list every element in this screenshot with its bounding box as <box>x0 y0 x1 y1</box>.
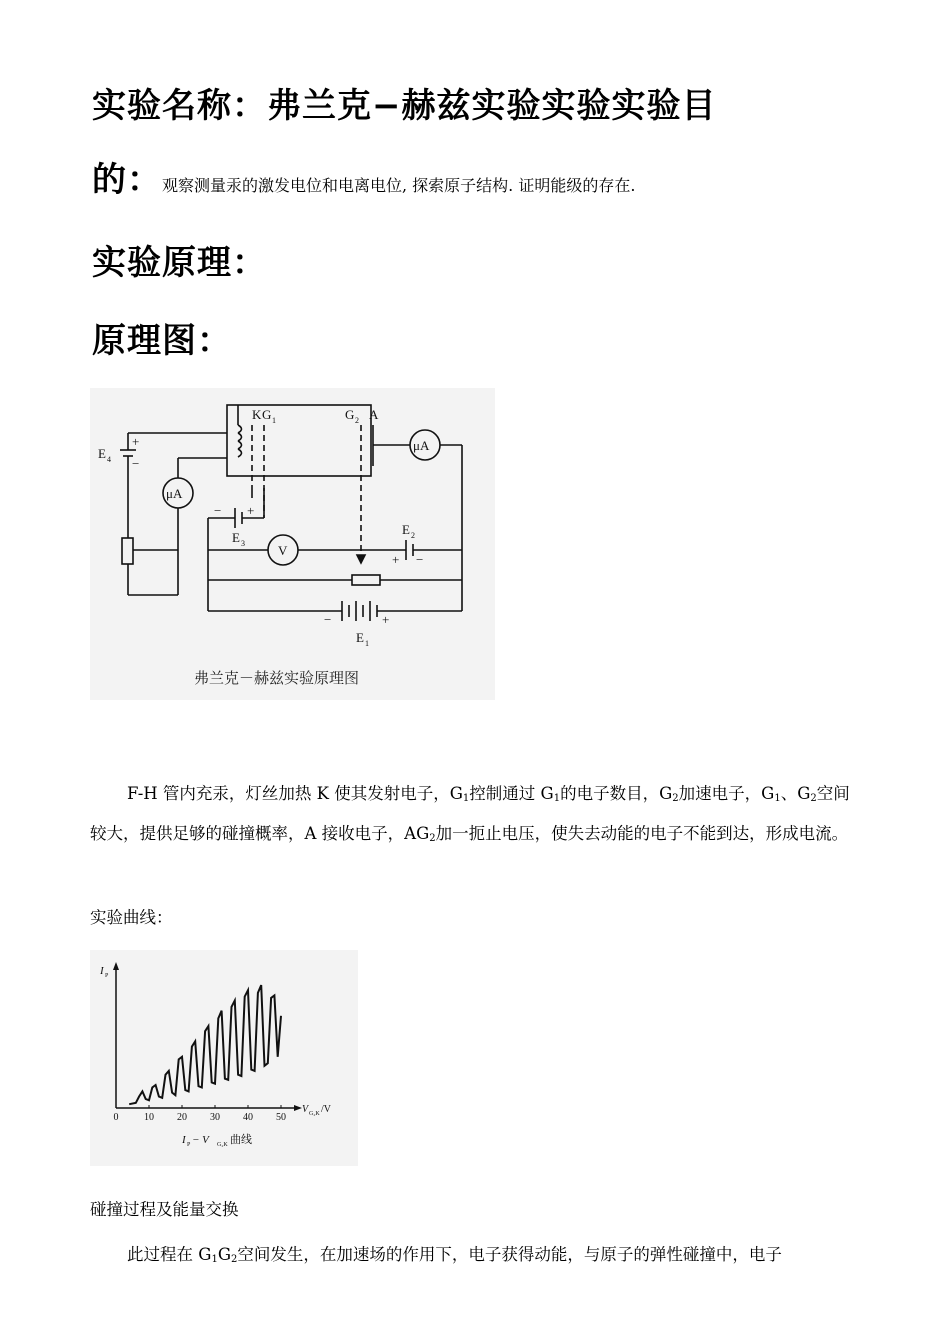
para1-sub-2: 1 <box>553 793 561 804</box>
para1-text-4: 加速电子，G <box>678 784 775 803</box>
para1-sub-6: 2 <box>429 833 436 844</box>
label-g1-sub: 1 <box>272 416 276 425</box>
para1-text-7: 加一扼止电压，使失去动能的电子不能到达，形成电流。 <box>435 824 849 843</box>
collision-label: 碰撞过程及能量交换 <box>90 1200 239 1219</box>
label-e4-sub: 4 <box>107 455 111 464</box>
x-tick-label: 0 <box>113 1112 119 1123</box>
x-tick-label: 10 <box>144 1112 154 1123</box>
label-e4-minus: − <box>132 456 140 471</box>
para1-sub-1: 1 <box>462 793 470 804</box>
x-tick-label: 20 <box>177 1112 187 1123</box>
label-ua-anode: μA <box>413 438 430 453</box>
para2-sub-1: 1 <box>211 1254 218 1265</box>
label-e4: E <box>98 446 106 461</box>
fh-curve-figure <box>90 950 358 1166</box>
label-e1: E <box>356 630 364 645</box>
y-axis-label: I <box>100 965 104 977</box>
label-g2: G <box>345 407 355 422</box>
purpose-text: 观察测量汞的激发电位和电离电位, 探索原子结构. 证明能级的存在. <box>162 176 636 195</box>
title-suffix: 实验实验目 <box>541 86 717 126</box>
circuit-diagram-figure <box>90 388 495 700</box>
label-a: A <box>369 407 379 422</box>
circuit-diagram <box>90 388 495 700</box>
x-axis-label: V <box>302 1104 309 1115</box>
x-axis-arrow <box>294 1105 302 1111</box>
label-ua-left: μA <box>166 486 183 501</box>
potentiometer <box>352 575 380 585</box>
curve-caption-end: 曲线 <box>230 1133 252 1146</box>
label-k: K <box>252 407 262 422</box>
title-prefix: 实验名称： <box>92 86 267 126</box>
curve-caption-mid: − V <box>192 1134 209 1146</box>
rheostat <box>122 538 133 564</box>
curve-caption-i-sub: P <box>187 1142 191 1148</box>
label-e3: E <box>232 530 240 545</box>
x-tick-label: 50 <box>276 1112 286 1123</box>
y-axis-arrow <box>113 962 119 970</box>
para1-sub-5: 2 <box>810 793 817 804</box>
title-name: 弗兰克−赫兹实验 <box>267 86 542 126</box>
circuit-caption: 弗兰克－赫兹实验原理图 <box>194 669 360 687</box>
label-e2: E <box>402 522 410 537</box>
curve-caption-i: I <box>182 1134 186 1146</box>
para1-sub-3: 2 <box>672 793 679 804</box>
label-e3-plus: + <box>247 503 255 518</box>
experiment-title <box>92 78 717 127</box>
label-e1-plus: + <box>382 612 390 627</box>
para1-text-1: F-H 管内充汞，灯丝加热 K 使其发射电子，G <box>127 784 463 803</box>
label-g2-sub: 2 <box>355 416 359 425</box>
paragraph-principle <box>90 776 860 856</box>
curve-label: 实验曲线： <box>90 908 173 927</box>
label-e3-sub: 3 <box>241 539 245 548</box>
principle-heading: 实验原理： <box>92 243 267 283</box>
para1-text-6: 空间较大，提供足够的碰撞概率，A 接收电子，AG <box>90 784 850 843</box>
para2-text-1: 此过程在 G <box>127 1245 212 1264</box>
label-e2-sub: 2 <box>411 531 415 540</box>
x-tick-label: 40 <box>243 1112 253 1123</box>
label-e2-plus: + <box>392 552 400 567</box>
diagram-heading: 原理图： <box>92 321 232 361</box>
x-tick-label: 30 <box>210 1112 220 1123</box>
para1-text-2: 控制通过 G <box>469 784 554 803</box>
para1-text-3: 的电子数目，G <box>560 784 673 803</box>
y-axis-label-sub: P <box>105 973 109 979</box>
label-e1-sub: 1 <box>365 639 369 648</box>
para2-sub-2: 2 <box>231 1254 238 1265</box>
slider-arrow <box>357 555 365 563</box>
curve-line <box>129 985 281 1104</box>
label-e2-minus: − <box>416 552 424 567</box>
para1-sub-4: 1 <box>774 793 781 804</box>
curve-caption-v-sub: G₂K <box>217 1142 228 1148</box>
x-axis-unit: /V <box>321 1104 331 1115</box>
purpose-head: 的： <box>92 160 162 200</box>
paragraph-collision <box>90 1237 860 1277</box>
filament-coil <box>238 405 242 457</box>
para2-text-2: G <box>217 1245 231 1264</box>
label-v: V <box>278 543 288 558</box>
para1-text-5: 、G <box>780 784 811 803</box>
label-e3-minus: − <box>214 503 222 518</box>
label-g1: G <box>262 407 272 422</box>
label-e1-minus: − <box>324 612 332 627</box>
para2-text-3: 空间发生，在加速场的作用下，电子获得动能，与原子的弹性碰撞中，电子 <box>237 1245 782 1264</box>
fh-curve-chart <box>90 950 358 1166</box>
experiment-purpose <box>92 152 635 201</box>
x-axis-label-sub: G₂K <box>309 1111 320 1117</box>
label-e4-plus: + <box>132 434 140 449</box>
